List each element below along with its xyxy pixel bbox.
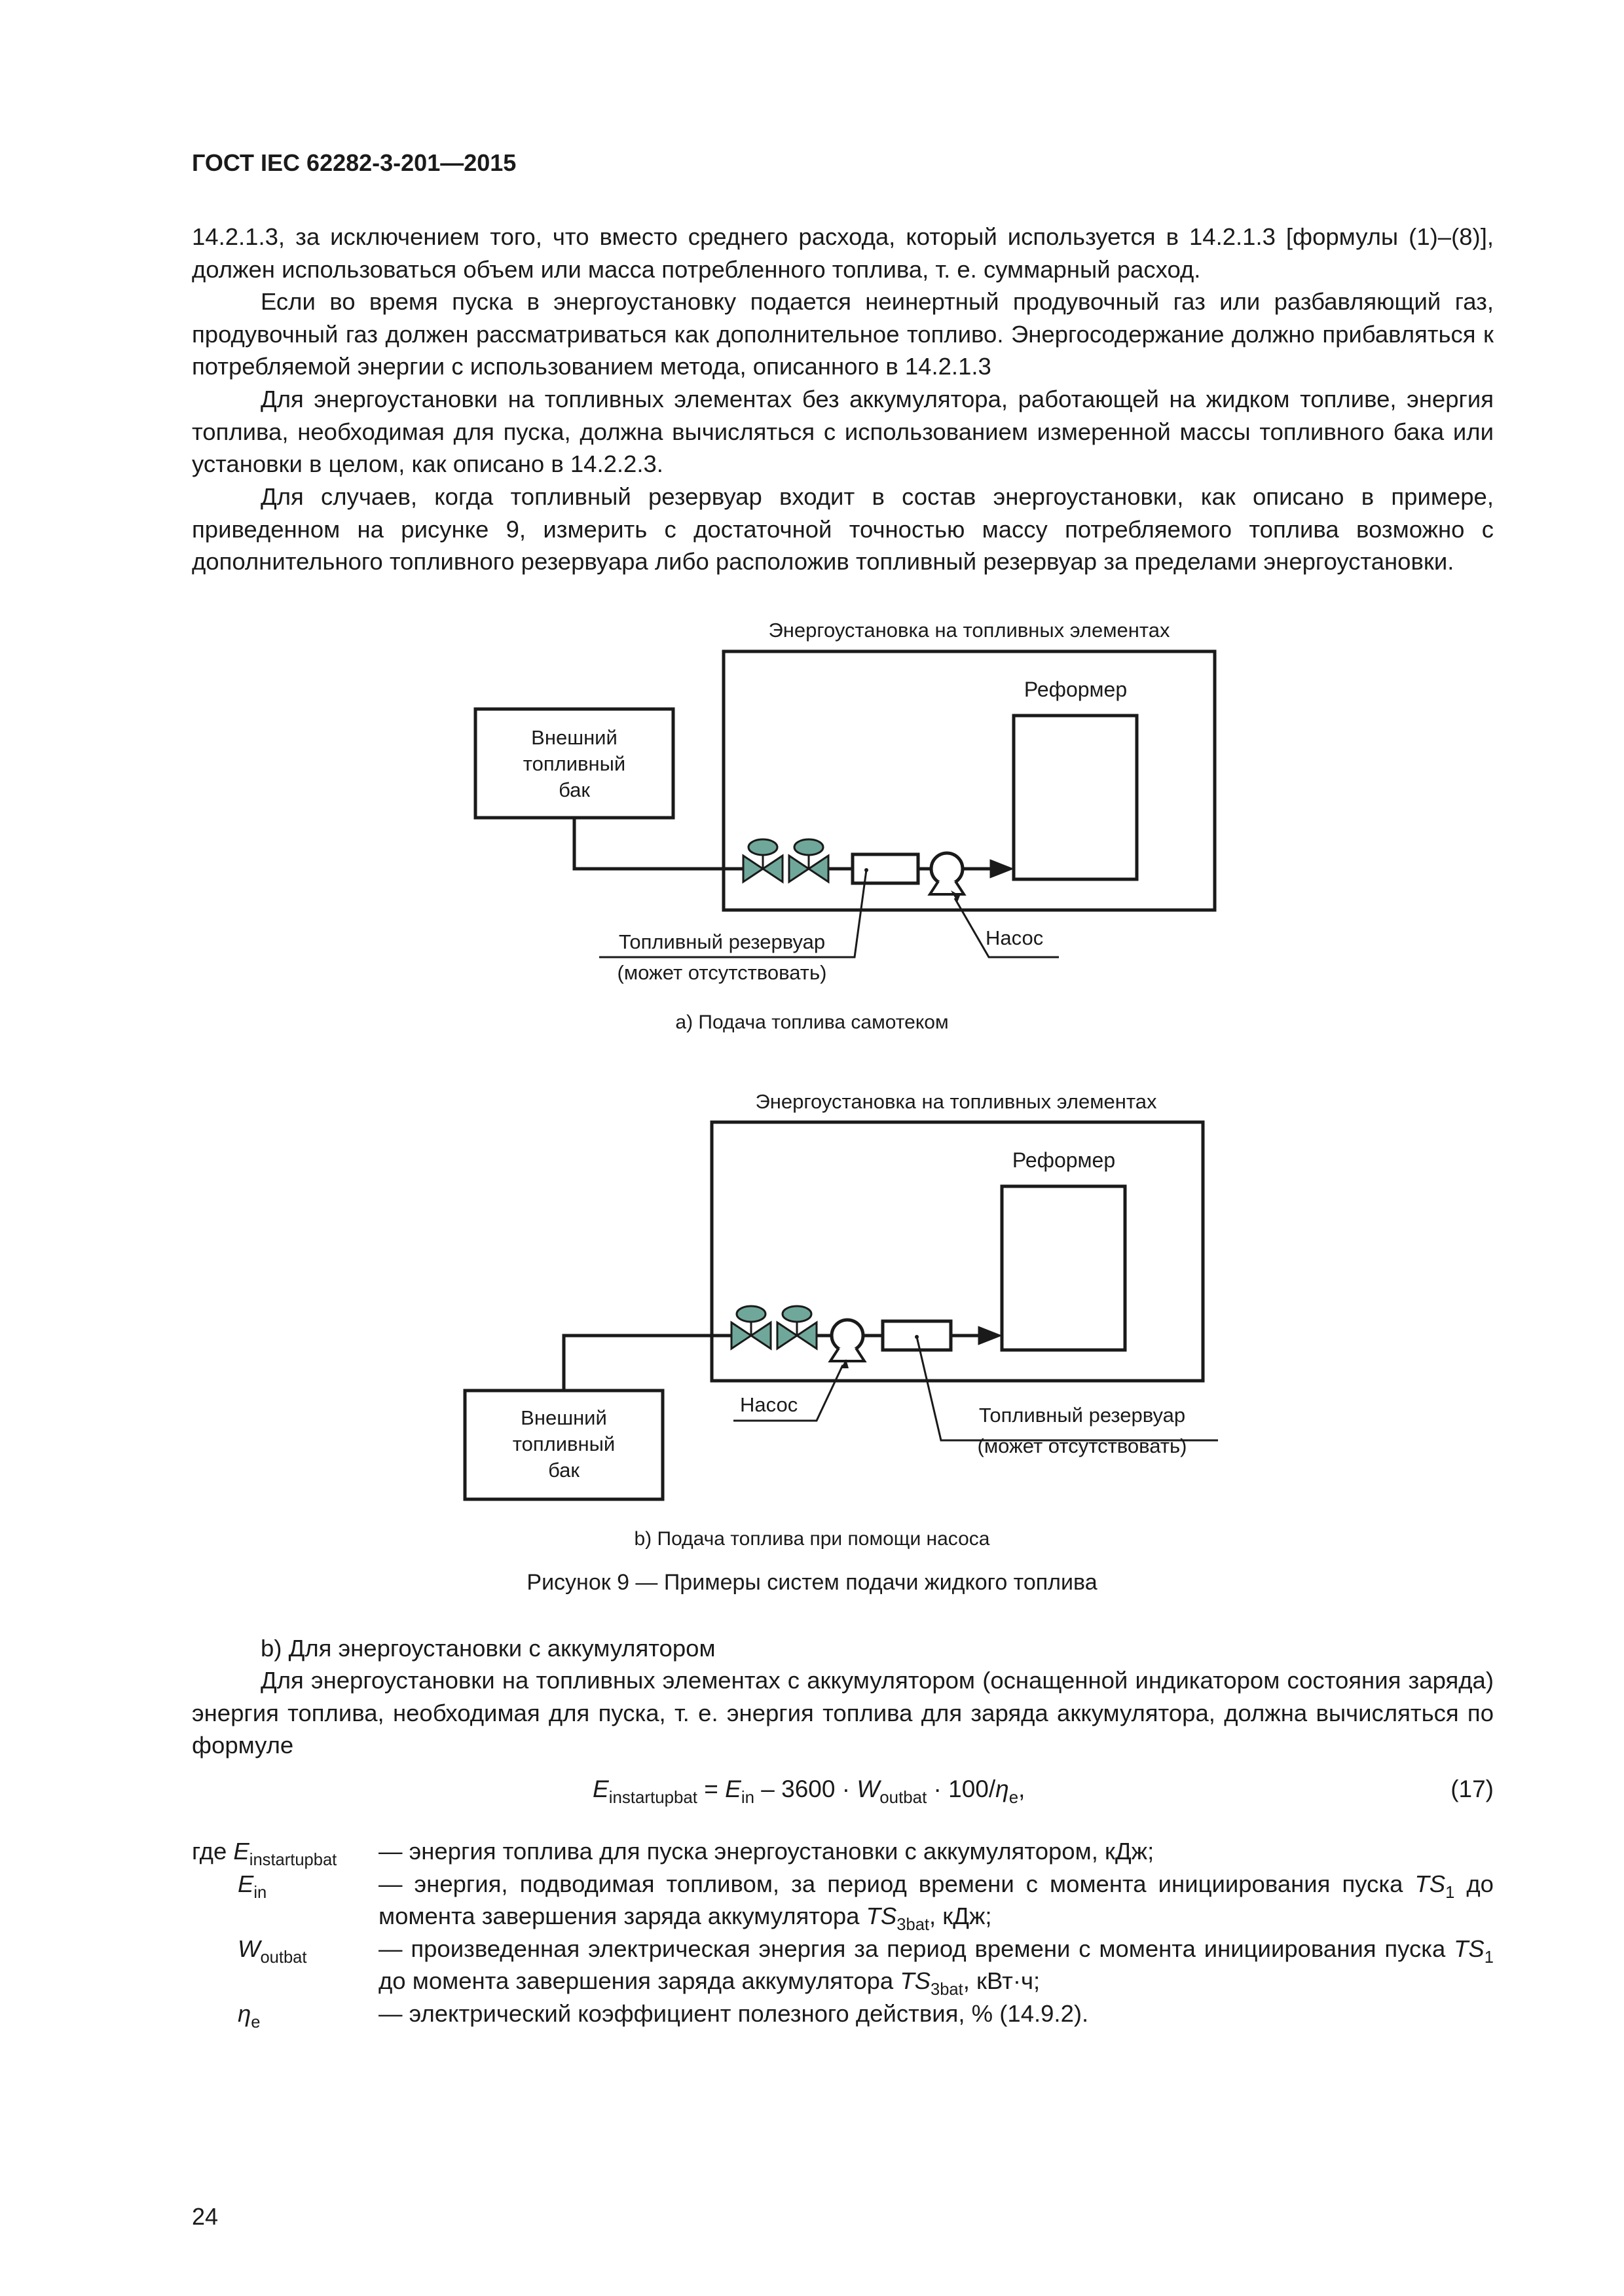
reformer-box-a [1014,716,1137,879]
valve-icon [789,839,828,882]
definition-row: $\eta_e$ — электрический коэффициент полезного действия, % (14.9.2). [238,1999,1089,2032]
reformer-label-b: Реформер [1012,1148,1116,1172]
valve-icon [731,1306,771,1349]
caption-b: b) Подача топлива при помощи насоса [634,1528,990,1550]
paragraph-3: Для энергоустановки на топливных элементах без аккумулятора, работающей на жидком топливе, энергия топлива, необходимая для пуска, должна вычисляться с использованием измеренной массы топливного бака или установки в целом, как описано в 14.2.2.3. [192,386,1494,477]
reservoir-a [853,854,918,883]
paragraph-2: Если во время пуска в энергоустановку подается неинертный продувочный газ или разбавляющий газ, продувочный газ должен рассматриваться как дополнительное топливо. Энергосодержание должно прибавляться к потребляемой энергии с использованием метода, описанного в 14.2.1.3 [192,288,1494,380]
section-b-text: Для энергоустановки на топливных элементах с аккумулятором (оснащенной индикатором состояния заряда) энергия топлива, необходимая для пуска, т. е. энергия топлива для заряда аккумулятора, должна вычисляться по формуле [192,1667,1494,1758]
definition-row: $E_{in}$ — энергия, подводимая топливом, за период времени с момента инициирования пуска $TS_1$ до момента завершения заряда аккумулятора $TS_{3bat}$, кДж; [238,1870,1494,1934]
valves-b [731,1306,817,1349]
pipe-b-1 [564,1336,731,1391]
valves-a [743,839,828,882]
pipe-a-1 [574,818,743,869]
reformer-box-b [1002,1186,1125,1350]
tank-label-b: Внешний топливный бак [512,1406,616,1482]
paragraph-1: 14.2.1.3, за исключением того, что вместо среднего расхода, который используется в 14.2.1.3 [формулы (1)–(8)], должен использоваться объем или масса потребленного топлива, т. е. суммарный расход. [192,223,1494,283]
paragraph-4: Для случаев, когда топливный резервуар входит в состав энергоустановки, как описано в примере, приведенном на рисунке 9, измерить с достаточной точностью массу потребляемого топлива возможно с дополнительного топливного резервуара либо расположив топливный резервуар за пределами энергоустановки. [192,483,1494,575]
figure-title: Рисунок 9 — Примеры систем подачи жидкого топлива [526,1570,1098,1595]
pump-a [931,853,963,884]
pump-label-b: Насос [740,1393,798,1416]
reservoir-label-b: Топливный резервуар (может отсутствовать) [977,1404,1187,1457]
formula-number: (17) [1450,1776,1494,1802]
reformer-label-a: Реформер [1024,678,1128,701]
definition-row: $W_{outbat}$ — произведенная электрическая энергия за период времени с момента инициирования пуска $TS_1$ до момента завершения заряда аккумулятора $TS_{3bat}$, кВт·ч; [238,1935,1494,1999]
formula-17 [192,1776,1494,1812]
valve-icon [777,1306,817,1349]
tank-label-a: Внешний топливный бак [523,726,626,801]
page-number: 24 [192,2203,219,2230]
formula-expression: $E_{instartupbat} = E_{in} - 3600 \cdot W_{outbat} \cdot 100/\eta_e$, [593,1776,1025,1807]
valve-icon [743,839,783,882]
caption-a: а) Подача топлива самотеком [675,1011,949,1033]
section-b-heading: b) Для энергоустановки с аккумулятором [261,1635,716,1662]
arrow-a [991,862,1010,876]
reservoir-label-a: Топливный резервуар (может отсутствовать) [617,930,827,984]
symbol-definitions [192,1835,1494,2030]
definition-row: где $E_{instartupbat}$ — энергия топлива для пуска энергоустановки с аккумулятором, кДж; [192,1838,1154,1869]
plant-label-b: Энергоустановка на топливных элементах [755,1090,1157,1113]
pump-label-a: Насос [986,926,1044,949]
document-header: ГОСТ IEC 62282-3-201—2015 [192,149,517,176]
pump-b [832,1320,863,1351]
plant-label-a: Энергоустановка на топливных элементах [768,619,1170,642]
arrow-b [980,1328,998,1343]
